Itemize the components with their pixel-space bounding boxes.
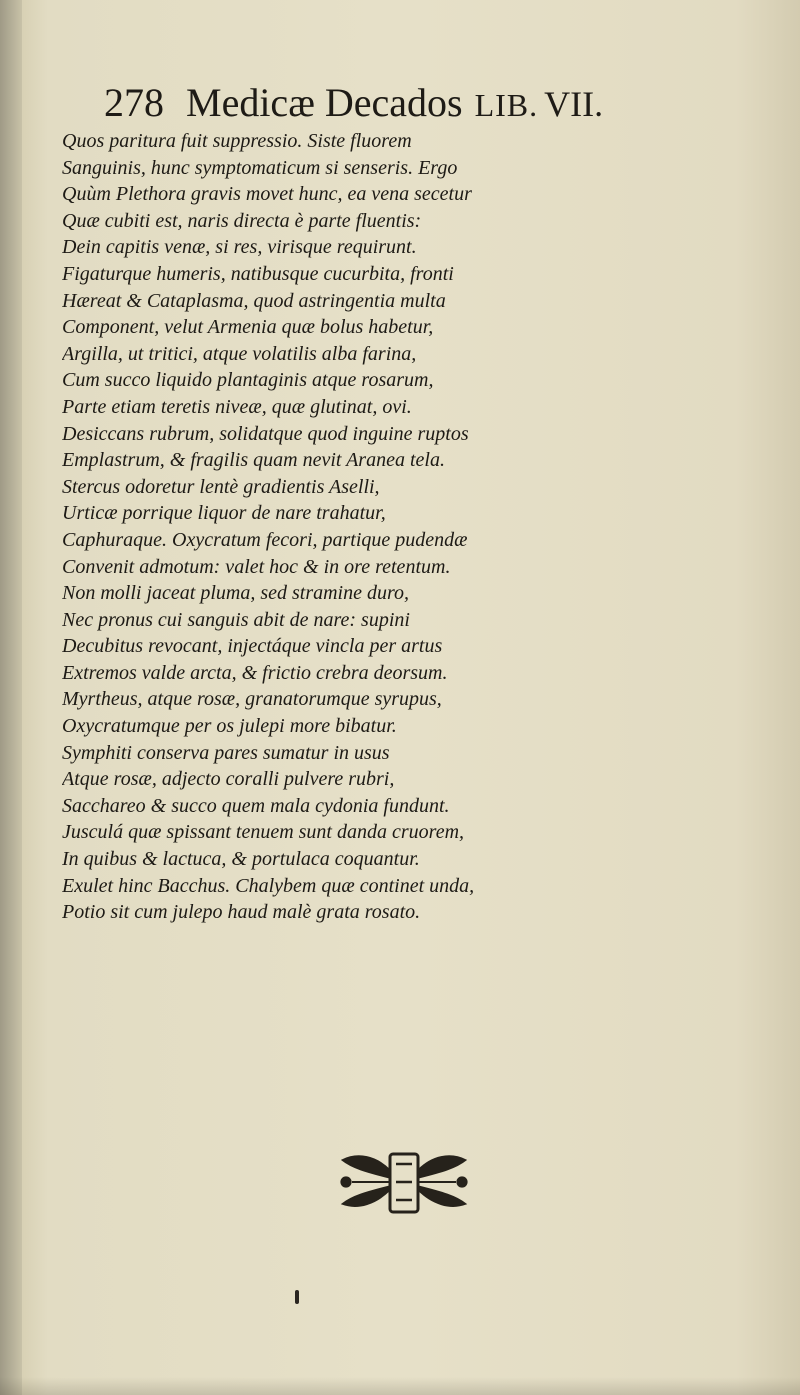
- verse-line: Sanguinis, hunc symptomaticum si senseris. Ergo: [62, 156, 458, 179]
- verse-line: Caphuraque. Oxycratum fecori, partique pudendæ: [62, 528, 468, 551]
- verse-line: Decubitus revocant, injectáque vincla per artus: [62, 635, 443, 658]
- verse-line: Quæ cubiti est, naris directa è parte fluentis:: [62, 209, 422, 232]
- verse-line: Cum succo liquido plantaginis atque rosarum,: [62, 369, 434, 392]
- verse-line: Parte etiam teretis niveæ, quæ glutinat, ovi.: [62, 395, 412, 418]
- verse-line: Sacchareo & succo quem mala cydonia fundunt.: [62, 794, 450, 817]
- verse-line: Atque rosæ, adjecto coralli pulvere rubri,: [62, 768, 395, 791]
- verse-line: Convenit admotum: valet hoc & in ore retentum.: [62, 555, 451, 578]
- book-number: VII.: [544, 84, 604, 124]
- verse-line: Quos paritura fuit suppressio. Siste fluorem: [62, 130, 412, 152]
- verse-line: Non molli jaceat pluma, sed stramine duro,: [62, 582, 410, 605]
- verse-line: Nec pronus cui sanguis abit de nare: supini: [62, 608, 410, 631]
- verse-line: Symphiti conserva pares sumatur in usus: [62, 741, 390, 764]
- verse-line: Component, velut Armenia quæ bolus habetur,: [62, 316, 434, 339]
- verse-line: In quibus & lactuca, & portulaca coquantur.: [62, 848, 420, 871]
- verse-line: Desiccans rubrum, solidatque quod inguine ruptos: [62, 422, 469, 445]
- verse-line: Urticæ porrique liquor de nare trahatur,: [62, 502, 386, 525]
- running-title: Medicæ Decados: [186, 80, 463, 125]
- verse-line: Extremos valde arcta, & frictio crebra deorsum.: [62, 661, 448, 684]
- floral-ornament-icon: [336, 1150, 472, 1216]
- verse-line: Quùm Plethora gravis movet hunc, ea vena secetur: [62, 183, 472, 206]
- verse-line: Myrtheus, atque rosæ, granatorumque syrupus,: [62, 688, 442, 711]
- page-number: 278: [104, 80, 164, 125]
- verse-line: Oxycratumque per os julepi more bibatur.: [62, 715, 397, 738]
- page-bottom-shadow: [0, 1377, 800, 1395]
- verse-line: Jusculá quæ spissant tenuem sunt danda cruorem,: [62, 821, 465, 844]
- page-gutter-shadow: [0, 0, 22, 1395]
- verse-line: Potio sit cum julepo haud malè grata rosato.: [62, 901, 421, 924]
- verse-text-block: [62, 128, 774, 926]
- verse-line: Argilla, ut tritici, atque volatilis alba farina,: [62, 342, 417, 365]
- verse-line: Stercus odoretur lentè gradientis Aselli,: [62, 475, 380, 498]
- verse-line: Exulet hinc Bacchus. Chalybem quæ continet unda,: [62, 874, 475, 897]
- verse-line: Emplastrum, & fragilis quam nevit Aranea tela.: [62, 449, 445, 472]
- verse-line: Hæreat & Cataplasma, quod astringentia multa: [62, 289, 446, 312]
- book-label: LIB.: [474, 87, 539, 123]
- ink-mark: [295, 1290, 299, 1304]
- running-header: [104, 78, 724, 128]
- verse-line: Figaturque humeris, natibusque cucurbita, fronti: [62, 262, 454, 285]
- verse-line: Dein capitis venæ, si res, virisque requirunt.: [62, 236, 417, 259]
